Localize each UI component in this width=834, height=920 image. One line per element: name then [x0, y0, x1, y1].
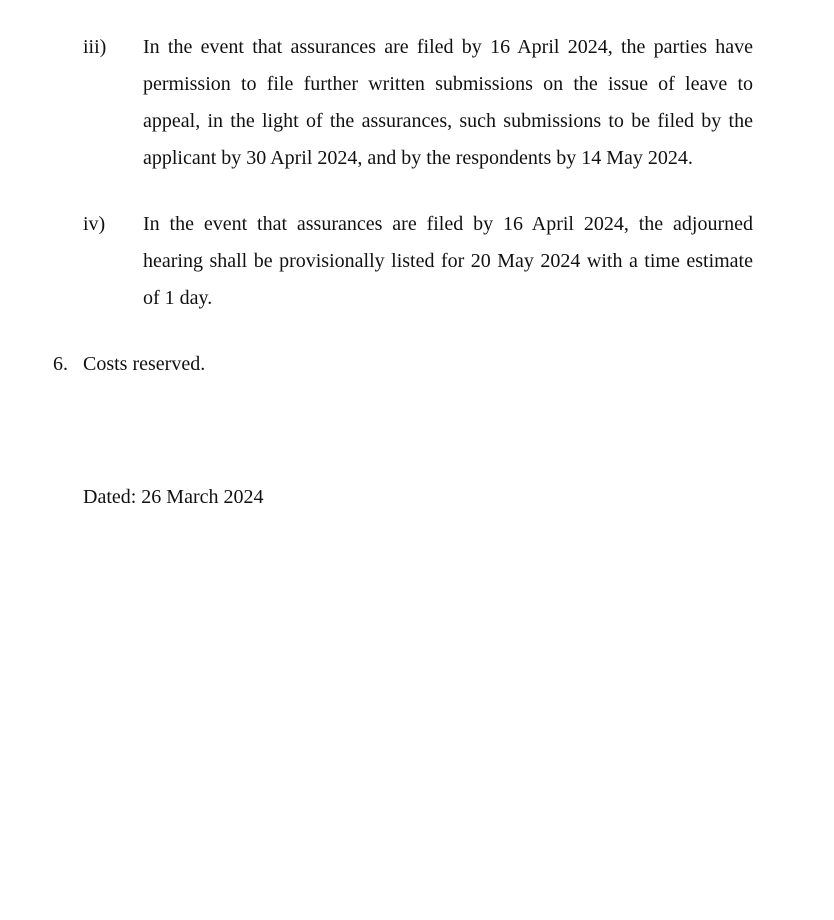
subparagraph-text: In the event that assurances are filed by 16 April 2024, the adjourned hearing shall be provisionally listed for 20 May 2024 with a time estimate of 1 day.	[143, 213, 753, 309]
subparagraph-numeral: iii)	[83, 36, 107, 58]
subparagraph-iii	[83, 29, 753, 177]
paragraph-text: Costs reserved.	[83, 353, 206, 375]
subparagraph-text: In the event that assurances are filed by 16 April 2024, the parties have permission to file further written submissions on the issue of leave to appeal, in the light of the assurances, such submissions to be filed by the applicant by 30 April 2024, and by the respondents by 14 May 2024.	[143, 36, 753, 169]
subparagraph-iv	[83, 206, 753, 317]
dated-line: Dated: 26 March 2024	[83, 486, 264, 508]
subparagraph-numeral: iv)	[83, 213, 106, 235]
paragraph-number: 6.	[53, 353, 68, 375]
paragraph-6	[53, 347, 205, 381]
